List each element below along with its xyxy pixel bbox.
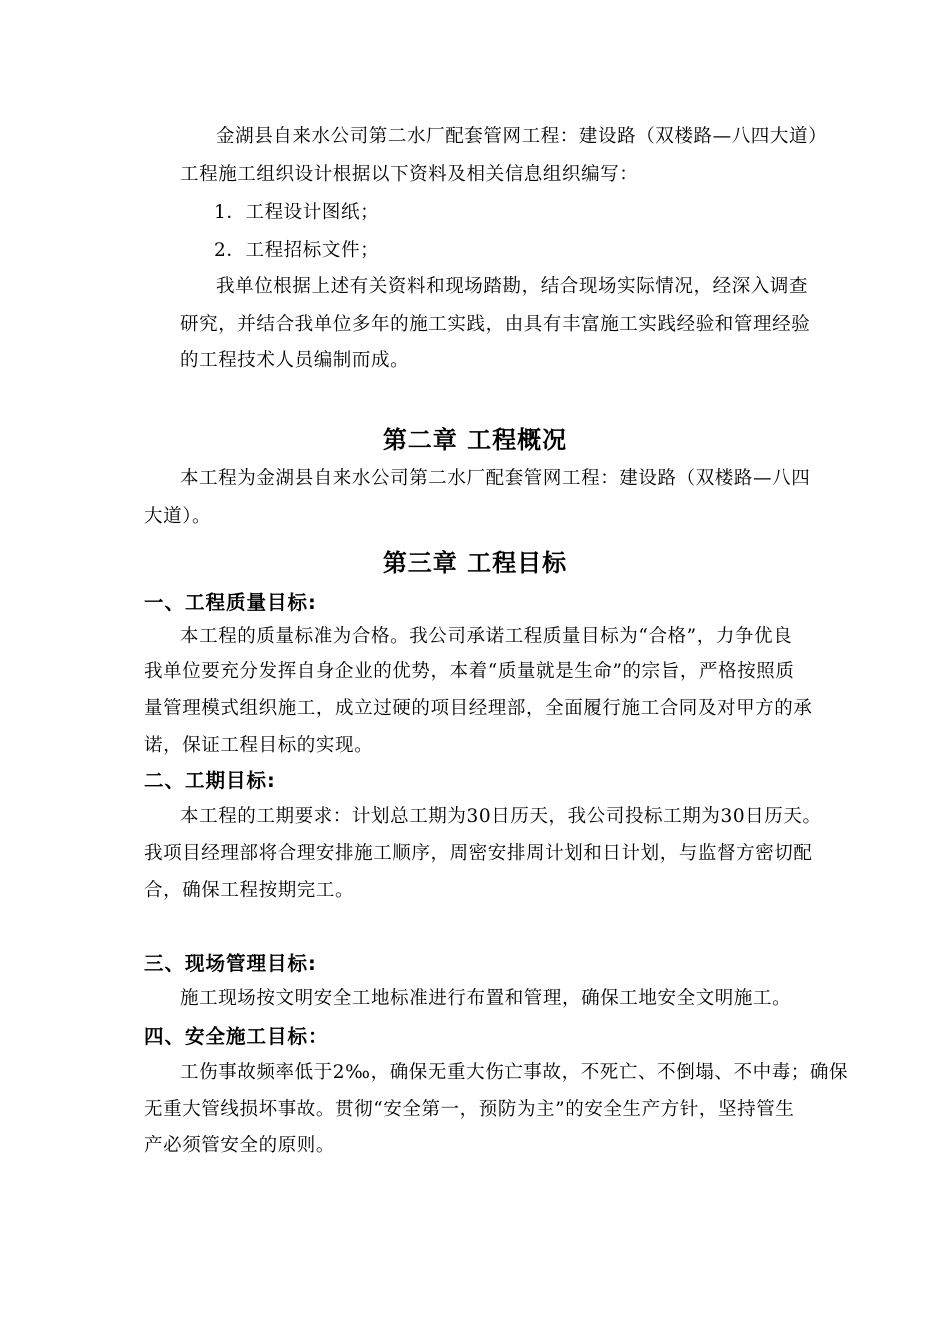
intro-list-item-1: 1．工程设计图纸； xyxy=(214,202,380,223)
section-3-heading: 三、现场管理目标: xyxy=(144,952,317,975)
section-3-line-1: 施工现场按文明安全工地标准进行布置和管理，确保工地安全文明施工。 xyxy=(180,988,792,1009)
chapter-3-title: 第三章 工程目标 xyxy=(382,549,568,577)
section-2-heading: 二、工期目标: xyxy=(144,769,276,792)
chapter-2-title: 第二章 工程概况 xyxy=(382,426,568,454)
section-2-line-1: 本工程的工期要求：计划总工期为30日历天，我公司投标工期为30日历天。 xyxy=(180,806,822,827)
section-1-line-3: 量管理模式组织施工，成立过硬的项目经理部，全面履行施工合同及对甲方的承 xyxy=(144,698,813,719)
intro-line-5: 我单位根据上述有关资料和现场踏勘，结合现场实际情况，经深入调查 xyxy=(216,276,809,297)
section-1-line-2: 我单位要充分发挥自身企业的优势，本着“质量就是生命”的宗旨，严格按照质 xyxy=(144,661,795,682)
chapter-2-line-1: 本工程为金湖县自来水公司第二水厂配套管网工程：建设路（双楼路—八四 xyxy=(180,468,811,489)
intro-line-6: 研究，并结合我单位多年的施工实践，由具有丰富施工实践经验和管理经验 xyxy=(180,314,811,335)
section-2-line-2: 我项目经理部将合理安排施工顺序，周密安排周计划和日计划，与监督方密切配 xyxy=(144,843,813,864)
intro-line-2: 工程施工组织设计根据以下资料及相关信息组织编写： xyxy=(180,164,639,185)
intro-list-item-2: 2．工程招标文件； xyxy=(214,240,380,261)
section-4-heading: 四、安全施工目标： xyxy=(144,1025,329,1048)
section-1-line-4: 诺，保证工程目标的实现。 xyxy=(144,735,374,756)
section-2-line-3: 合，确保工程按期完工。 xyxy=(144,880,355,901)
chapter-2-line-2: 大道）。 xyxy=(144,506,212,527)
section-1-line-1: 本工程的质量标准为合格。我公司承诺工程质量目标为“合格”，力争优良 xyxy=(180,626,793,647)
section-4-line-1: 工伤事故频率低于2‰，确保无重大伤亡事故，不死亡、不倒塌、不中毒；确保 xyxy=(180,1062,849,1083)
section-4-line-2: 无重大管线损坏事故。贯彻“安全第一，预防为主”的安全生产方针，坚持管生 xyxy=(144,1099,795,1120)
intro-line-7: 的工程技术人员编制而成。 xyxy=(180,350,410,371)
section-1-heading: 一、工程质量目标: xyxy=(144,591,317,614)
intro-line-1: 金湖县自来水公司第二水厂配套管网工程：建设路（双楼路—八四大道） xyxy=(216,126,828,147)
section-4-line-3: 产必须管安全的原则。 xyxy=(144,1135,336,1156)
